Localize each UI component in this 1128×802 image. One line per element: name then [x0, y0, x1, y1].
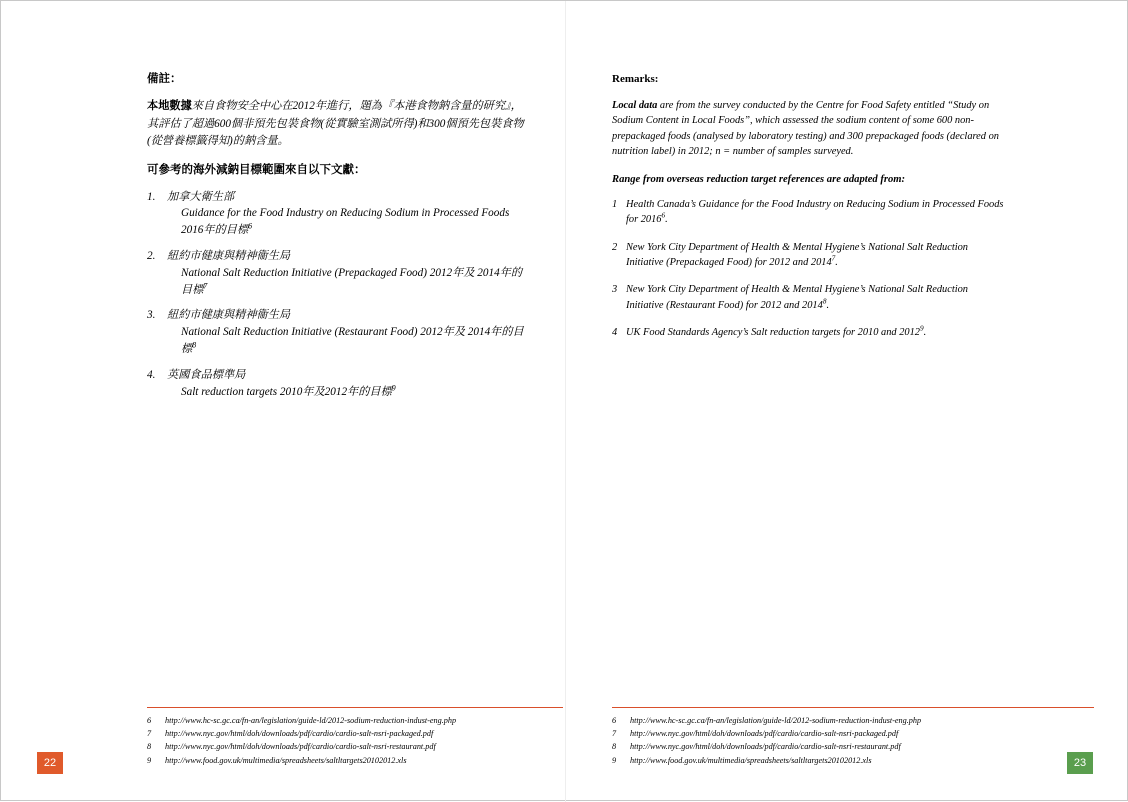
footnote — [612, 727, 1094, 740]
reference-superscript: 6 — [248, 221, 253, 231]
reference-tail: . — [826, 299, 830, 311]
spread — [1, 1, 1128, 802]
reference-number: 4. — [147, 368, 156, 381]
reference-superscript: 9 — [391, 382, 396, 392]
left-page — [1, 1, 565, 802]
reference-number: 2 — [612, 241, 618, 253]
right-references-subheading: Range from overseas reduction target references are adapted from: — [612, 173, 906, 185]
footnote — [147, 740, 563, 753]
list-item — [612, 197, 1004, 228]
list-item — [612, 325, 1004, 340]
footnote-url[interactable]: http://www.nyc.gov/html/doh/downloads/pdf/cardio/cardio-salt-nsri-restaurant.pdf — [165, 742, 436, 752]
reference-superscript: 7 — [203, 280, 208, 290]
footnote — [612, 740, 1094, 753]
footnote-number: 6 — [612, 715, 617, 725]
footnote-number: 7 — [612, 729, 617, 739]
left-references-subheading: 可參考的海外減鈉目標範圍來自以下文獻： — [147, 164, 366, 177]
page-number-right: 23 — [1067, 752, 1093, 774]
list-item — [147, 248, 527, 298]
left-remarks-paragraph — [147, 98, 527, 150]
reference-text — [167, 189, 527, 239]
reference-text-en: Guidance for the Food Industry on Reducing Sodium in Processed Foods 2016年的目標$^6$ — [181, 207, 510, 237]
reference-tail: . — [665, 214, 668, 226]
footnote-number: 8 — [147, 742, 152, 752]
footnote — [147, 754, 563, 767]
footnote-url[interactable]: http://www.hc-sc.gc.ca/fn-an/legislation/guide-ld/2012-sodium-reduction-indust-eng.php — [165, 715, 457, 725]
footnote — [612, 754, 1094, 767]
footnote-number: 9 — [147, 755, 152, 765]
footnote — [612, 714, 1094, 727]
right-remarks-paragraph-rest: are from the survey conducted by the Centre for Food Safety entitled “Study on Sodium Content in Local Foods”, which assessed the sodium content of some 600 non-prepackaged foods (analysed by laboratory testing) and 300 prepackaged foods (declared on nutrition label) in 2012; n = number of samples surveyed. — [612, 99, 999, 158]
footnote — [147, 727, 563, 740]
reference-tail: . — [923, 327, 927, 339]
reference-superscript: 8 — [822, 297, 827, 306]
footnote-number: 7 — [147, 729, 152, 739]
footnote-url[interactable]: http://www.nyc.gov/html/doh/downloads/pdf/cardio/cardio-salt-nsri-packaged.pdf — [630, 729, 899, 739]
right-reference-list — [612, 197, 1004, 341]
reference-number: 2. — [147, 249, 156, 262]
reference-tail: . — [835, 257, 838, 268]
reference-text — [167, 367, 527, 401]
left-footnotes — [147, 707, 563, 767]
right-remarks-heading: Remarks: — [612, 73, 659, 85]
reference-text-zh: 加拿大衛生部 — [167, 190, 235, 203]
reference-text — [167, 307, 527, 357]
left-page-content — [147, 71, 527, 409]
right-page-content — [612, 71, 1004, 353]
left-remarks-paragraph-rest: 來自食物安全中心在2012年進行，題為『本港食物鈉含量的研究』，其評估了超過600個非預先包裝食物(從實驗室測試所得)和300個預先包裝食物(從營養標籤得知)的鈉含量。 — [147, 100, 524, 147]
footnote-number: 9 — [612, 755, 617, 765]
footnote-number: 6 — [147, 715, 152, 725]
reference-text-zh: 紐約市健康與精神衞生局 — [167, 309, 291, 322]
footnote-url[interactable]: http://www.food.gov.uk/multimedia/spreadsheets/saltltargets20102012.xls — [165, 755, 407, 765]
reference-text: UK Food Standards Agency’s Salt reduction targets for 2010 and 2012$^9$. — [626, 324, 927, 339]
reference-text-zh: 英國食品標準局 — [167, 368, 246, 381]
reference-superscript: 7 — [831, 254, 836, 263]
left-remarks-heading: 備註： — [147, 73, 182, 85]
footnote-number: 8 — [612, 742, 617, 752]
list-item — [147, 189, 527, 239]
right-remarks-paragraph-bold: Local data — [612, 99, 658, 111]
list-item — [612, 282, 1004, 313]
reference-superscript: 8 — [192, 340, 197, 350]
reference-text-zh: 紐約市健康與精神衞生局 — [167, 249, 291, 262]
reference-text-en: National Salt Reduction Initiative (Prepackaged Food) 2012年及 2014年的目標$^7$ — [181, 266, 523, 296]
reference-superscript: 9 — [920, 324, 924, 333]
right-footnotes — [612, 707, 1094, 767]
reference-superscript: 6 — [661, 211, 666, 220]
reference-text: New York City Department of Health & Mental Hygiene’s National Salt Reduction Initiative (Restaurant Food) for 2012 and 2014$^8$. — [626, 284, 968, 311]
footnote-url[interactable]: http://www.hc-sc.gc.ca/fn-an/legislation/guide-ld/2012-sodium-reduction-indust-eng.php — [630, 715, 922, 725]
left-remarks-paragraph-bold: 本地數據 — [147, 100, 192, 113]
reference-number: 1. — [147, 190, 156, 203]
right-remarks-paragraph — [612, 98, 1004, 160]
page-number-left: 22 — [37, 752, 63, 774]
reference-number: 3 — [612, 284, 618, 296]
reference-text — [167, 248, 527, 298]
reference-number: 1 — [612, 198, 618, 210]
reference-text: New York City Department of Health & Mental Hygiene’s National Salt Reduction Initiative (Prepackaged Food) for 2012 and 2014$^7$. — [626, 241, 968, 268]
reference-text: Health Canada’s Guidance for the Food Industry on Reducing Sodium in Processed Foods for 2016$^6$. — [626, 198, 1004, 226]
list-item — [147, 367, 527, 401]
reference-number: 3. — [147, 309, 156, 322]
reference-number: 4 — [612, 327, 618, 339]
list-item — [147, 307, 527, 357]
list-item — [612, 240, 1004, 271]
footnote-url[interactable]: http://www.nyc.gov/html/doh/downloads/pdf/cardio/cardio-salt-nsri-restaurant.pdf — [630, 742, 901, 752]
footnote-url[interactable]: http://www.nyc.gov/html/doh/downloads/pdf/cardio/cardio-salt-nsri-packaged.pdf — [165, 729, 434, 739]
reference-text-en: National Salt Reduction Initiative (Restaurant Food) 2012年及 2014年的目標$^8$ — [181, 326, 524, 355]
footnote-url[interactable]: http://www.food.gov.uk/multimedia/spreadsheets/saltltargets20102012.xls — [630, 755, 872, 765]
reference-text-en: Salt reduction targets 2010年及2012年的目標$^9$ — [181, 382, 396, 398]
left-reference-list — [147, 189, 527, 401]
footnote — [147, 714, 563, 727]
right-page — [565, 1, 1128, 802]
